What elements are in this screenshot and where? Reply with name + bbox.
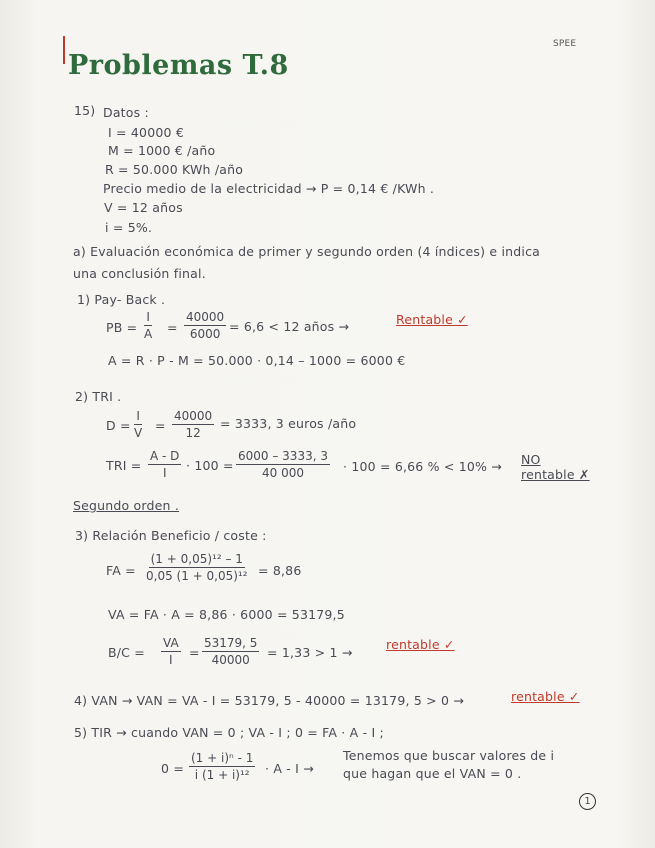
question-line-1: a) Evaluación económica de primer y segundo orden (4 índices) e indica [73,244,540,259]
bc-fraction-values [202,636,259,667]
bc-frac2-num: 53179, 5 [204,636,258,650]
bc-frac-den: I [169,653,173,667]
depreciation-frac-num: I [136,409,140,423]
page-number: 1 [579,793,596,810]
margin-mark [63,36,65,64]
tir-eq-rhs: · A - I → [265,761,314,776]
bc-heading: 3) Relación Beneficio / coste : [75,528,267,543]
depreciation-frac-den: V [134,426,143,440]
tri-fraction [148,449,181,480]
payback-frac2-num: 40000 [186,310,225,324]
data-line-maintenance: M = 1000 € /año [108,143,216,158]
tir-eq-lhs: 0 = [161,761,184,776]
segundo-orden-heading: Segundo orden . [73,498,180,513]
payback-heading: 1) Pay- Back . [77,292,166,307]
depreciation-eq: = [155,418,166,433]
tri-heading: 2) TRI . [75,389,122,404]
tri-verdict-rentable: rentable ✗ [521,467,590,482]
tri-mid: · 100 = [186,458,234,473]
depreciation-frac2-num: 40000 [174,409,213,423]
bc-frac-num: VA [163,636,179,650]
data-line-investment: I = 40000 € [108,125,184,140]
tri-lhs: TRI = [106,458,142,473]
depreciation-lhs: D = [106,418,131,433]
tri-frac-den: I [162,466,167,480]
data-line-rate: i = 5%. [105,220,153,235]
depreciation-fraction-values [172,409,214,440]
fa-result: = 8,86 [258,563,302,578]
datos-label: Datos : [103,105,149,120]
payback-result: = 6,6 < 12 años → [229,319,350,334]
depreciation-frac2-den: 12 [185,426,201,440]
tir-frac-num: (1 + i)ⁿ - 1 [191,751,254,765]
va-line: VA = FA · A = 8,86 · 6000 = 53179,5 [108,607,345,622]
bc-lhs: B/C = [108,645,145,660]
tri-frac2-den: 40 000 [261,466,304,480]
question-line-2: una conclusión final. [73,266,206,281]
fa-lhs: FA = [106,563,136,578]
tri-result: · 100 = 6,66 % < 10% → [343,459,502,474]
tri-frac2-num: 6000 – 3333, 3 [238,449,328,463]
payback-frac1-num: I [146,310,150,324]
payback-fraction-values [184,310,226,341]
annual-cashflow-line: A = R · P - M = 50.000 · 0,14 – 1000 = 6000 € [108,353,406,368]
van-line: 4) VAN → VAN = VA - I = 53179, 5 - 40000 = 13179, 5 > 0 → [74,693,465,708]
bc-result: = 1,33 > 1 → [267,645,353,660]
tri-verdict-no: NO [521,452,541,467]
van-verdict: rentable ✓ [511,689,580,704]
fa-fraction [146,552,248,583]
tir-note-line-1: Tenemos que buscar valores de i [343,748,555,763]
problem-number: 15) [74,103,96,118]
bc-frac2-den: 40000 [211,653,250,667]
tir-frac-den: i (1 + i)¹² [194,768,250,782]
corner-label: SPEE [553,39,577,49]
bc-verdict: rentable ✓ [386,637,455,652]
payback-frac1-den: A [144,327,153,341]
payback-fraction-ia [144,310,152,341]
payback-frac2-den: 6000 [189,327,221,341]
data-line-energy: R = 50.000 KWh /año [105,162,244,177]
tri-fraction-values [236,449,330,480]
tir-note-line-2: que hagan que el VAN = 0 . [343,766,522,781]
tri-frac-num: A - D [150,449,180,463]
depreciation-result: = 3333, 3 euros /año [220,416,357,431]
fa-frac-num: (1 + 0,05)¹² – 1 [150,552,243,566]
tir-line: 5) TIR → cuando VAN = 0 ; VA - I ; 0 = FA · A - I ; [74,725,384,740]
tir-fraction [189,751,255,782]
bc-eq: = [189,645,200,660]
bc-fraction [161,636,181,667]
page-title: Problemas T.8 [68,50,289,81]
depreciation-fraction [134,409,142,440]
data-line-price: Precio medio de la electricidad → P = 0,14 € /KWh . [103,181,435,196]
payback-verdict: Rentable ✓ [396,312,468,327]
payback-lhs: PB = [106,320,138,335]
data-line-lifetime: V = 12 años [104,200,183,215]
fa-frac-den: 0,05 (1 + 0,05)¹² [146,569,248,583]
payback-eq: = [167,320,178,335]
